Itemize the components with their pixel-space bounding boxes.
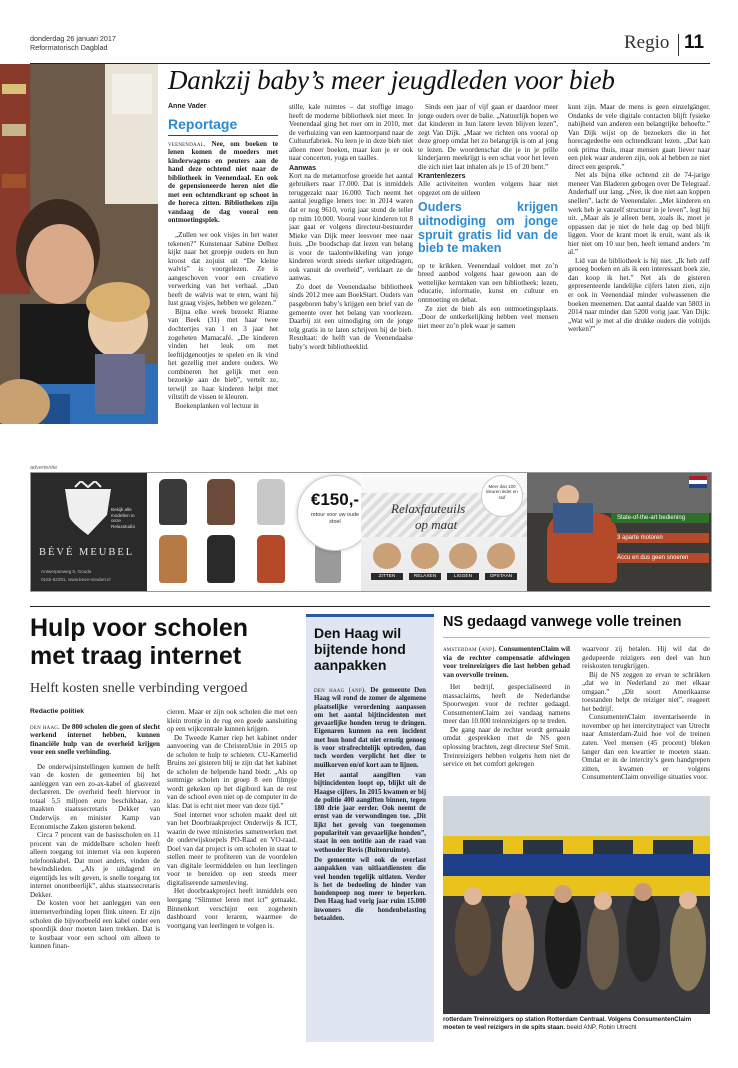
school-dateline: den haag. [30,722,61,731]
ad-feature-3: Accu en dus geen snoeren [611,553,709,563]
train-photo-illustration [443,796,710,1014]
library-photo-illustration [0,64,158,424]
top-lead: Nee, om boeken te lenen komen de moeders met kinderwagens en peuters aan de hand deze ochtend niet naar de bibliotheek in Veenendaal. En ook de gepensioneerde heren niet die met een ochtendkrant op schoot in de horeca zitten. Bibliotheken zijn vandaag de dag vooral een ontmoetingsplek. [168,139,278,225]
school-col2-p1: cieren. Maar er zijn ook scholen die met een klein trontje in de rug een goede aansluiting op een wijkcentrale kunnen krijgen. [167,708,297,734]
advertisement[interactable] [30,472,712,592]
ns-col-1 [443,645,570,795]
ns-caption [443,1016,710,1032]
ns-dateline: amsterdam (anp). [443,645,497,653]
dog-headline: Den Haag wil bijtende hond aanpakken [314,625,406,673]
school-col-2 [167,708,297,1038]
crest-icon [61,481,115,537]
mode-label-1: ZITTEN [371,573,403,580]
top-col4-p2: Net als bijna elke ochtend zit de 74-jarige meneer Van Bladeren gebogen over De Telegraaf. Anderhalf uur lang. „Nee, ik doe niet aan koppen snellen”, lacht de Veenendaler. „Met kinderen en werk heb je vanzelf structuur in je leven”, legt hij uit. „Maar als je alleen bent, zoals ik, moet je oppassen dat je niet de hele dag op bed blijft liggen. Voor de krant moet ik eruit, want als ik hier niet om 10 uur ben, heeft iemand anders ’m al.” [568,171,710,257]
ns-col2-p3: ConsumentenClaim inventariseerde in november op het intercitytraject van Utrecht naar Amsterdam-Zuid hoe vol de treinen zaten. Veel mensen (45 procent) bleken langer dan een kwartier te moeten staan. Omdat er in de intercity’s geen handgrepen zitten, kwamen er volgens ConsumentenClaim onveilige situaties voor. [582,713,710,782]
ad-brand-panel [31,473,147,591]
ad-address: Antwerpseweg 9, Gouda [41,569,92,574]
chair-5 [207,535,235,583]
ad-label: advertentie [30,465,58,471]
dog-p2: Het aantal aangiften van bijtincidenten loopt op, blijkt uit de Haagse cijfers. In 2015 kwamen er bij de politie 400 aangiften binnen, tegen 180 drie jaar eerder. Ook neemt de ernst van de verwondingen toe. „Dit lijkt het gevolg van toegenomen populariteit van gevaarlijke honden”, staat in een notitie aan de raad van wethouder Revis (Buitenruimte). [314,771,426,854]
ns-col2-p1: waarvoor zij betalen. Hij wil dat de gedupeerde reizigers een deel van hun reiskosten terugkrijgen. [582,645,710,671]
ns-caption-credit: beeld ANP, Robin Utrecht [566,1024,637,1031]
top-col-3 [418,103,558,465]
ns-headline: NS gedaagd vanwege volle treinen [443,614,682,630]
ad-badge-note: Bekijk alle modellen in onze Relaxstudio [111,507,136,529]
flag-nl-icon [689,476,707,488]
ad-leather-note: Meer dan 100 kleuren leder en stof [486,484,518,500]
header-publication: Reformatorisch Dagblad [30,43,108,52]
school-col1-p3: De kosten voor het aanleggen van een internetverbinding lopen flink uiteen. Er zijn scholen die bijvoorbeeld een kabel onder een spoordijk door moeten laten trekken. Dat is te kostbaar voor een school om alleen te kunnen finan- [30,899,160,951]
school-col2-p3: Snel internet voor scholen maakt deel uit van het Doorbraakproject Onderwijs & ICT, waarin de twee ministeries samenwerken met de onderwijskoepels PO-Raad en VO-raad. Doel van dat project is om scholen in staat te stellen meer te profiteren van de voordelen van digitale leermiddelen en hun leerlingen voor te bereiden op een steeds meer digitaliserende samenleving. [167,810,297,887]
mode-label-3: LIGGEN [447,573,479,580]
top-col3-sub: Krantenlezers [418,171,466,181]
top-kicker: Reportage [168,115,238,132]
ns-caption-lead: Treinreizigers op station Rotterdam Centraal. Volgens ConsumentenClaim moeten te veel reizigers in de spits staan. [443,1016,692,1031]
chair-2 [207,479,235,525]
top-col2-p2: Kort na de metamorfose groeide het aantal gebruikers naar 17.000. Dat is inmiddels teruggezakt naar 16.000. Toch neemt het aantal jeugdige leners toe: in 2014 waren dat er nog 9610, vorig jaar stond de teller op ruim 10.000. Vooral voor kinderen tot 8 jaar gaat er volgens directeur-bestuurder Mieke van Dijk meer leesvoer mee naar huis. „De boodschap dat lezen van belang is voor de taalontwikkeling van jonge kinderen wordt steeds sterker uitgedragen, ook vanuit de overheid”, verklaart ze de aanwas. [289,171,413,283]
mode-icon-1 [373,543,401,569]
school-headline: Hulp voor scholen met traag internet [30,614,249,670]
section-name: Regio [624,32,670,53]
top-col3-p1: Sinds een jaar of vijf gaan er daardoor meer jonge ouders over de balie. „Natuurlijk hopen we dat kinderen in hun latere leven blijven lezen”, zegt Van Dijk. „Maar we richten ons vooral op deze groep omdat het zo belangrijk is om al jong te lezen. De woordenschat die je in je prille kinderjaren meekrijgt is een schat voor het leven die zich niet laat inhalen als je 15 of 20 bent.” [418,103,558,171]
top-dateline: veenendaal. [168,139,206,148]
top-author: Anne Vader [168,103,207,110]
chair-4 [159,535,187,583]
ns-col1-p2: De gang naar de rechter wordt gemaakt omdat gesprekken met de NS geen oplossing brachten, zegt directeur Stef Smit. Treinreizigers hebben volgens hem niet de service en het comfort gekregen [443,725,570,769]
top-col-1 [168,103,278,465]
top-col2-sub: Aanwas [289,162,317,172]
chair-3 [257,479,285,525]
ad-feature-1: State-of-the-art bediening [611,513,709,523]
top-col-4 [568,103,710,465]
mode-label-4: OPSTAAN [485,573,517,580]
top-headline: Dankzij baby’s meer jeugdleden voor bieb [168,65,615,95]
top-col4-p1: kunt zijn. Maar de mens is geen einzelgänger. Ondanks de vele digitale contacten blijft fysieke nabijheid van anderen een belangrijke behoefte.” Van Dijk wijst op de bezoekers die in het horecagedeelte een ochtendkrant lezen. „Dat kan ook prima thuis, maar mensen gaan liever naar een plek waar anderen zijn, ook al hebben ze niet direct een gesprek.” [568,103,710,171]
ns-lead: ConsumentenClaim wil via de rechter compensatie afdwingen voor treinreizigers die last hebben gehad van overvolle treinen. [443,645,570,679]
school-col1-p1: De onderwijsinstellingen kunnen de helft van de kosten de gemeenten bij het aanleggen van een zo-ax-kabel of glasvezel declareren. De overheid heeft hiervoor in totaal 5,5 miljoen euro beschikbaar, zo maakten staatssecretaris Dekker van Onderwijs en minister Kamp van Economische Zaken gisteren bekend. [30,762,160,831]
top-col3-p2: Alle activiteiten worden volgens haar niet opgezet om de uitleen [418,180,558,197]
ad-price-note: retour voor uw oude stoel [311,512,359,525]
ad-phone: 0182-62281, www.beve-meubel.nl [41,577,111,582]
school-byline: Redactie politiek [30,708,85,715]
school-col2-p2: De Tweede Kamer riep het kabinet onder aanvoering van de ChristenUnie in 2015 op de scholen te hulp te schieten. CU-Kamerlid Bruins zei gisteren blij te zijn dat het kabinet de scholen de helpende hand biedt. „Als op sommige scholen in groep 8 een filmpje wordt gekeken op het digibord kan de rest van de school even niet op de computer in de klas. Dat is echt niet meer van deze tijd.” [167,733,297,811]
ns-caption-label: rotterdam [443,1016,472,1023]
ad-title-2: op maat [415,517,458,532]
top-col4-p3: Lid van de bibliotheek is hij niet. „Ik heb zelf genoeg boeken en als ik een interessant boek zie, dan koop ik het.” Net als de gisteren gepresenteerde landelijke cijfers laten zien, zijn er ook in Veenendaal minder volwassenen die boeken meenemen. Dat aantal daalde van 5803 in 2014 naar minder dan 5200 vorig jaar. Van Dijk: „Wat wil je met al die drukke ouders die voltijds werken?” [568,256,710,334]
library-photo [0,64,158,424]
top-col-2 [289,103,413,465]
mode-label-2: RELAXEN [409,573,441,580]
mode-icon-3 [449,543,477,569]
school-col1-p2: Circa 7 procent van de basisscholen en 11 procent van de middelbare scholen heeft alleen toegang tot internet via een koperen telefoonkabel. Dat moet anders, vinden de bewindslieden. „Als je uitdagend en eigentijds les wilt geven, is snelle toegang tot internet onontbeerlijk”, aldus staatssecretaris Dekker. [30,831,160,899]
top-col1-p3: Boekenplanken vol lectuur in [175,401,259,410]
ns-headline-rule [443,637,710,638]
school-subhead: Helft kosten snelle verbinding vergoed [30,681,248,696]
train-photo [443,796,710,1014]
top-col3-p4: Ze ziet de bieb als een ontmoetingsplaats. „Door de ontkerkelijking hebben veel mensen niet meer zo’n plek waar je samen [418,304,558,330]
ad-brand: BÉVÉ MEUBEL [39,547,135,558]
ns-col1-p1: Het bedrijf, gespecialiseerd in massaclaims, heeft de Nederlandse Spoorwegen voor de rechter gedaagd. ConsumentenClaim zei vandaag namens meer dan 10.000 treinreizigers op te treden. [443,683,570,726]
ad-feature-2: 3 aparte motoren [611,533,709,543]
school-col-1 [30,708,160,1038]
ns-col-2 [582,645,710,795]
top-col2-p3: Zo doet de Veenendaalse bibliotheek sinds 2012 mee aan BoekStart. Ouders van pasgeboren baby’s krijgen een brief van de gemeente over het belang van voorlezen. Daarbij zit een uitnodiging om de jonge telg gratis in te laten schrijven bij de bieb. Resultaat: de helft van de Veenendaalse baby’s wordt bibliotheeklid. [289,282,413,351]
dog-box [306,614,434,1042]
chair-1 [159,479,187,525]
dog-body [314,687,426,1037]
dog-p3: De gemeente wil ook de overlast aanpakken van uitlaatdiensten die veel honden tegelijk uitlaten. Verder is het de bedoeling de hinder van hondenpoep nog meer te beperken. Den Haag had vorig jaar ruim 15.000 inwoners die hondenbelasting betaalden. [314,856,426,923]
dog-lead: De gemeente Den Haag wil rond de zomer de algemene plaatselijke verordening aanpassen om het aantal bijtincidenten met gevaarlijke honden terug te dringen. Eigenaren kunnen na een incident met hun hond dat niet ernstig genoeg is voor strafrechtelijk optreden, dan toch worden verplicht het dier te muilkorven en/of kort aan te lijnen. [314,687,426,769]
header-date: donderdag 26 januari 2017 [30,34,116,43]
pull-quote: Ouders krijgen uitnodiging om jonge spruit gratis lid van de bieb te maken [418,200,558,256]
mode-icon-4 [487,543,515,569]
ad-title-1: Relaxfauteuils [391,501,466,516]
top-col1-p2: Bijna elke week bezoekt Rianne van Beek (31) met haar twee dochtertjes van 1 en 3 jaar het zogeheten Mamacafé. „De kinderen vinden het leuk om met leeftijdgenootjes te spelen en ik vind het gezellig met andere ouders. We combineren het gelijk met een bezoekje aan de bieb”, vertelt ze, terwijl ze haar kinderen helpt met viltstift de vissen te kleuren. [168,307,278,402]
mode-icon-2 [411,543,439,569]
ad-bottom-rule [30,606,710,607]
leather-circle [481,475,523,517]
top-col3-p3: op te krikken. Veenendaal voldoet met zo’n breed aanbod volgens haar gewoon aan de wettelijke kerntaken van een bibliotheek: lezen, educatie, informatie, kunst en cultuur en ontmoeting en debat. [418,261,558,305]
school-col2-p4: Het doorbraakproject heeft inmiddels een leergang “Slimmer leren met ict” gemaakt. Binnenkort verschijnt een zogeheten dashboard voor leraren, waarmee de voortgang van leerlingen te volgen is. [167,887,297,930]
page-number: 11 [684,32,705,53]
ad-price: €150,- [310,490,360,509]
top-col1-p1: „Zullen we ook visjes in het water tekenen?” Kunstenaar Sabine Delhez kijkt naar het groepje ouders en hun kroost dat zojuist uit “De kleine walvis” is voorgelezen. Ze is aangeschoven voor een creatieve verwerking van het verhaal. „Dan heeft de walvis wat te eten, want hij lust graag visjes, hebben we gelezen.” [168,231,278,308]
chair-6 [257,535,285,583]
dog-dateline: den haag (anp). [314,687,367,694]
top-col2-p1: stille, kale ruimtes – dat stoffige imago heeft de moderne bibliotheek niet meer. In Veenendaal ging het roer om in 2010, met de verhuizing van een kantoorpand naar de Cultuurfabriek. Nu leen je in deze bieb niet alleen meer boeken, maar kun je er ook naar concerten, yoga en taalles. [289,103,413,163]
ad-photo [527,473,711,591]
ns-col2-p2: Bij de NS zeggen ze ervan te schrikken „dat we in Nederland zo met elkaar omgaan.” „Dit soort Amerikaanse toestanden helpt de reiziger niet”, reageert het bedrijf. [582,670,710,713]
header-divider [678,34,679,56]
school-lead: De 800 scholen die geen of slecht werkend internet hebben, kunnen financiële hulp van de overheid krijgen voor een snelle verbinding. [30,722,160,757]
